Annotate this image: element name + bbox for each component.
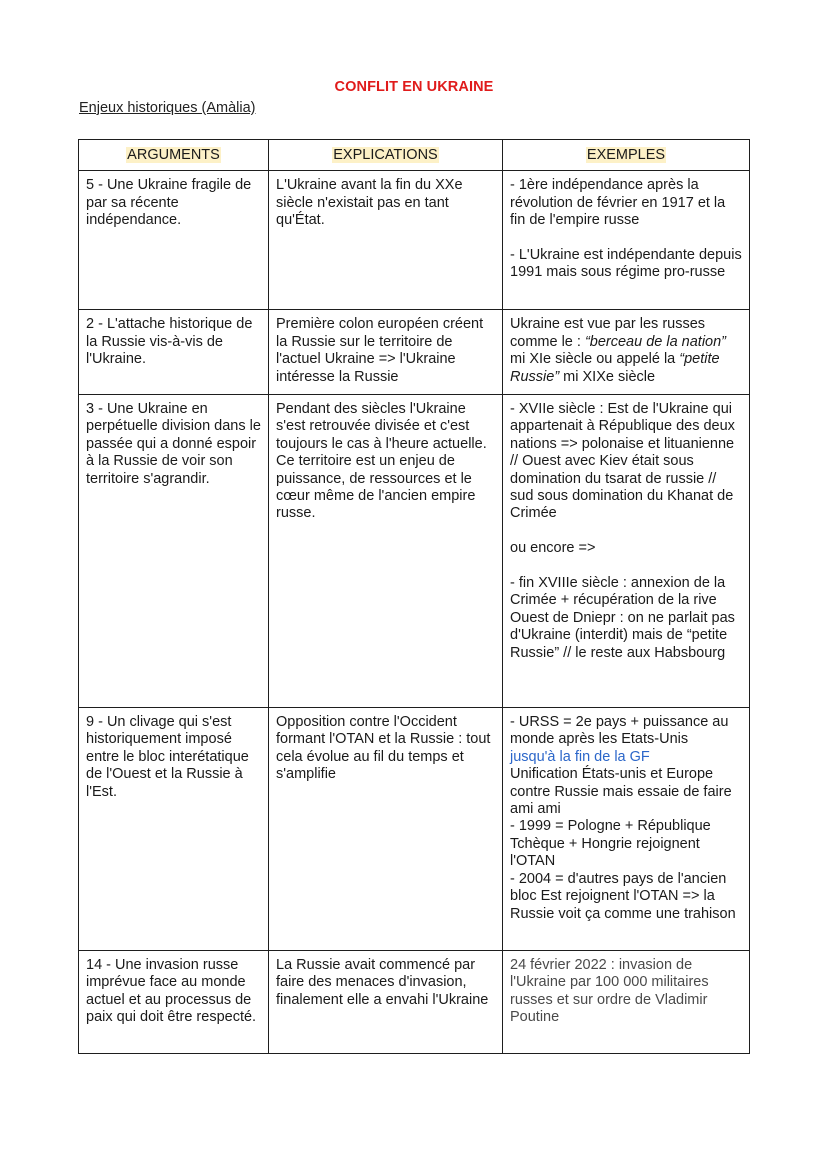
header-explications: EXPLICATIONS [269,140,503,171]
quote-italic: “berceau de la nation” [584,333,727,350]
explication-cell [269,395,503,708]
table-row [79,708,750,951]
exemples-cell [503,310,750,395]
argument-cell: 9 - Un clivage qui s'est historiquement imposé entre le bloc interétatique de l'Ouest et la Russie à l'Est. [79,708,269,951]
document-title: CONFLIT EN UKRAINE [334,79,494,95]
explication-cell: Opposition contre l'Occident formant l'OTAN et la Russie : tout cela évolue au fil du temps et s'amplifie [269,708,503,951]
table-row [79,171,750,310]
argument-cell: 5 - Une Ukraine fragile de par sa récente indépendance. [79,171,269,310]
table-row [79,395,750,708]
exemple-paragraph: - 1ère indépendance après la révolution de février en 1917 et la fin de l'empire russe [510,177,726,229]
section-subtitle: Enjeux historiques (Amàlia) [79,100,256,116]
exemples-cell [503,708,750,951]
table-header-row [79,140,750,171]
argument-cell: 14 - Une invasion russe imprévue face au monde actuel et au processus de paix qui doit être respecté. [79,951,269,1054]
exemple-paragraph: ou encore => [510,540,596,557]
argument-cell: 3 - Une Ukraine en perpétuelle division dans le passée qui a donné espoir à la Russie de voir son territoire s'agrandir. [79,395,269,708]
exemple-paragraph: - 2004 = d'autres pays de l'ancien bloc Est rejoignent l'OTAN => la Russie voit ça comme une trahison [510,870,736,922]
exemple-paragraph: - 1999 = Pologne + République Tchèque + Hongrie rejoignent l'OTAN [510,818,711,870]
arguments-table [78,139,750,1054]
exemple-text: mi XIe siècle ou appelé la [510,351,680,368]
exemple-paragraph: - XVIIe siècle : Est de l'Ukraine qui appartenait à République des deux nations => polonaise et lituanienne // Ouest avec Kiev était sous domination du tsarat de russie // sud sous domination du Khanat de Crimée [510,401,735,522]
header-exemples: EXEMPLES [503,140,750,171]
exemple-link[interactable]: jusqu'à la fin de la GF [510,748,650,765]
exemple-text: Ukraine est vue par les russes comme le : [510,316,706,350]
exemple-paragraph: Unification États-unis et Europe contre Russie mais essaie de faire ami ami [510,766,732,818]
quote-italic: “petite Russie” [510,351,720,385]
explication-cell: Première colon européen créent la Russie sur le territoire de l'actuel Ukraine => l'Ukraine intéresse la Russie [269,310,503,395]
exemple-paragraph: - fin XVIIIe siècle : annexion de la Crimée + récupération de la rive Ouest de Dniepr : on ne parlait pas d'Ukraine (interdit) mais de “petite Russie” // le reste aux Habsbourg [510,575,735,661]
explication-cell: L'Ukraine avant la fin du XXe siècle n'existait pas en tant qu'État. [269,171,503,310]
exemples-cell [503,395,750,708]
exemples-cell [503,171,750,310]
header-arguments: ARGUMENTS [79,140,269,171]
argument-cell: 2 - L'attache historique de la Russie vis-à-vis de l'Ukraine. [79,310,269,395]
exemple-paragraph: - L'Ukraine est indépendante depuis 1991 mais sous régime pro-russe [510,247,742,281]
explication-paragraph: Pendant des siècles l'Ukraine s'est retrouvée divisée et c'est toujours le cas à l'heure actuelle. [276,401,487,452]
exemple-paragraph: - URSS = 2e pays + puissance au monde après les Etats-Unis [510,714,729,748]
table-row [79,310,750,395]
exemples-cell: 24 février 2022 : invasion de l'Ukraine par 100 000 militaires russes et sur ordre de Vladimir Poutine [503,951,750,1054]
exemple-text: mi XIXe siècle [559,368,656,385]
explication-cell: La Russie avait commencé par faire des menaces d'invasion, finalement elle a envahi l'Ukraine [269,951,503,1054]
explication-paragraph: Ce territoire est un enjeu de puissance, de ressources et le cœur même de l'ancien empire russe. [276,453,476,522]
table-row [79,951,750,1054]
